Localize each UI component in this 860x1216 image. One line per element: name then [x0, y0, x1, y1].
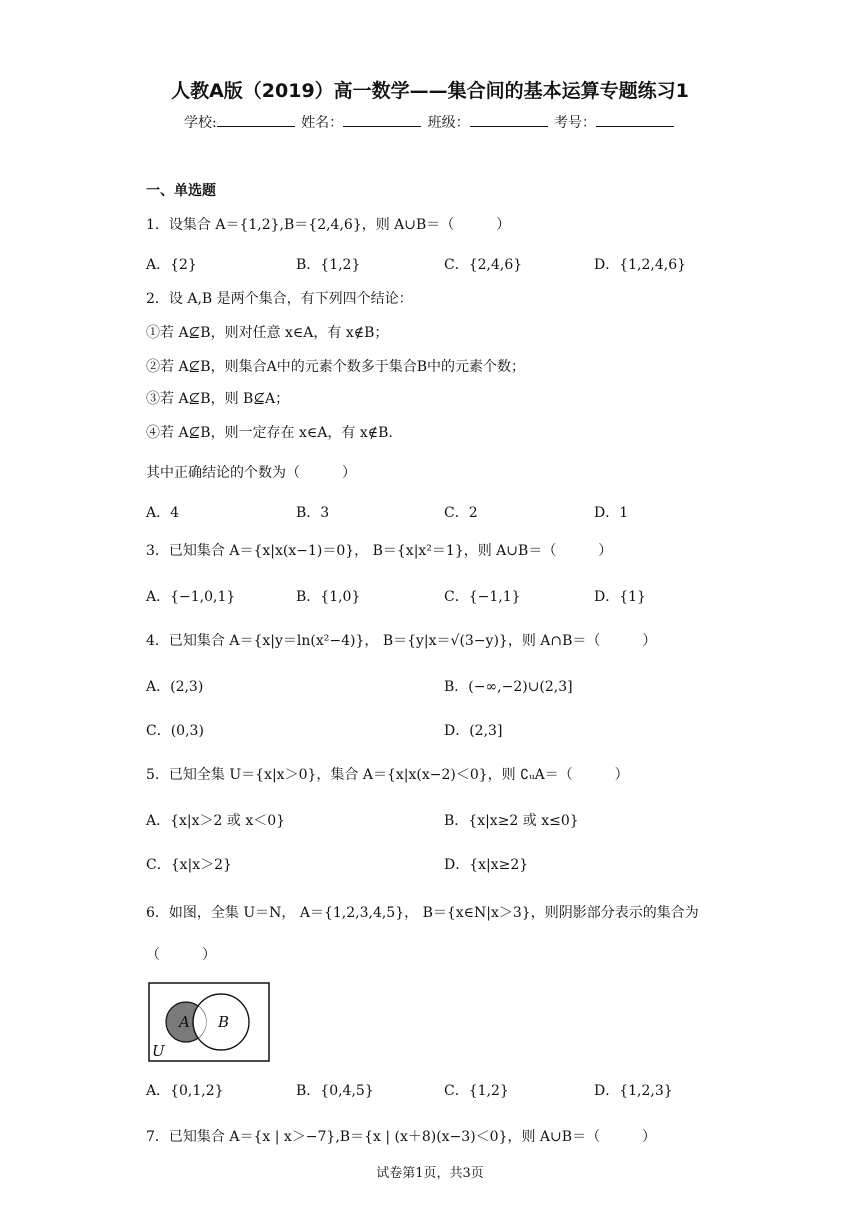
venn-diagram — [148, 982, 272, 1064]
q3-option-b: B．{1,0} — [296, 589, 361, 605]
q2-option-c: C．2 — [444, 505, 478, 521]
q5-option-d: D．{x|x≥2} — [444, 857, 529, 873]
question-1-stem: 1．设集合 A＝{1,2},B＝{2,4,6}，则 A∪B＝（ ） — [146, 217, 511, 233]
q6-option-d: D．{1,2,3} — [594, 1083, 673, 1099]
q2-statement-2: ②若 A⊈B，则集合A中的元素个数多于集合B中的元素个数； — [146, 359, 525, 375]
q6-option-b: B．{0,4,5} — [296, 1083, 374, 1099]
question-2-stem: 2．设 A,B 是两个集合，有下列四个结论： — [146, 291, 413, 307]
question-7-stem: 7．已知集合 A＝{x | x＞−7},B＝{x | (x＋8)(x−3)＜0}，则 A∪B＝（ ） — [146, 1129, 657, 1145]
q1-option-d: D．{1,2,4,6} — [594, 257, 687, 273]
venn-label-b: B — [218, 1013, 230, 1031]
q5-option-a: A．{x|x＞2 或 x＜0} — [146, 813, 286, 829]
q1-option-b: B．{1,2} — [296, 257, 361, 273]
question-4-stem: 4．已知集合 A＝{x|y＝ln(x²−4)}， B＝{y|x＝√(3−y)}，则 A∩B＝（ ） — [146, 633, 657, 649]
class-blank — [470, 114, 548, 127]
q5-option-b: B．{x|x≥2 或 x≤0} — [444, 813, 579, 829]
question-6-stem: 6．如图，全集 U＝N， A＝{1,2,3,4,5}， B＝{x∈N|x＞3}，则阴影部分表示的集合为 — [146, 905, 699, 921]
venn-label-u: U — [152, 1042, 165, 1060]
q4-option-c: C．(0,3) — [146, 723, 204, 739]
question-6-stem-continued: （ ） — [146, 947, 216, 963]
q6-option-a: A．{0,1,2} — [146, 1083, 224, 1099]
section-heading: 一、单选题 — [146, 183, 216, 199]
q2-statement-3: ③若 A⊈B，则 B⊈A； — [146, 391, 290, 407]
q2-option-b: B．3 — [296, 505, 330, 521]
question-3-stem: 3．已知集合 A＝{x|x(x−1)＝0}， B＝{x|x²＝1}，则 A∪B＝（ ） — [146, 543, 613, 559]
class-label: 班级： — [427, 115, 470, 131]
exam-number-blank — [596, 114, 674, 127]
q2-option-d: D．1 — [594, 505, 629, 521]
q1-option-c: C．{2,4,6} — [444, 257, 523, 273]
school-label: 学校: — [183, 115, 217, 131]
q3-option-d: D．{1} — [594, 589, 646, 605]
q3-option-c: C．{−1,1} — [444, 589, 521, 605]
q4-option-a: A．(2,3) — [146, 679, 204, 695]
q1-option-a: A．{2} — [146, 257, 197, 273]
q2-statement-1: ①若 A⊈B，则对任意 x∈A，有 x∉B； — [146, 325, 389, 341]
page-footer: 试卷第1页，共3页 — [376, 1166, 484, 1181]
question-5-stem: 5．已知全集 U＝{x|x＞0}，集合 A＝{x|x(x−2)＜0}，则 ∁ᵤA＝（ ） — [146, 767, 629, 783]
student-info-line — [0, 112, 860, 132]
q2-statement-4: ④若 A⊈B，则一定存在 x∈A，有 x∉B. — [146, 425, 393, 441]
q4-option-d: D．(2,3] — [444, 723, 503, 739]
q6-option-c: C．{1,2} — [444, 1083, 509, 1099]
q5-option-c: C．{x|x＞2} — [146, 857, 232, 873]
q2-option-a: A．4 — [146, 505, 180, 521]
page-title: 人教A版（2019）高一数学——集合间的基本运算专题练习1 — [171, 80, 689, 102]
q4-option-b: B．(−∞,−2)∪(2,3] — [444, 679, 573, 695]
venn-label-a: A — [179, 1013, 190, 1031]
name-label: 姓名： — [301, 115, 344, 131]
q3-option-a: A．{−1,0,1} — [146, 589, 236, 605]
exam-number-label: 考号： — [554, 115, 597, 131]
name-blank — [343, 114, 421, 127]
school-blank — [217, 114, 295, 127]
q2-ask: 其中正确结论的个数为（ ） — [146, 465, 356, 481]
